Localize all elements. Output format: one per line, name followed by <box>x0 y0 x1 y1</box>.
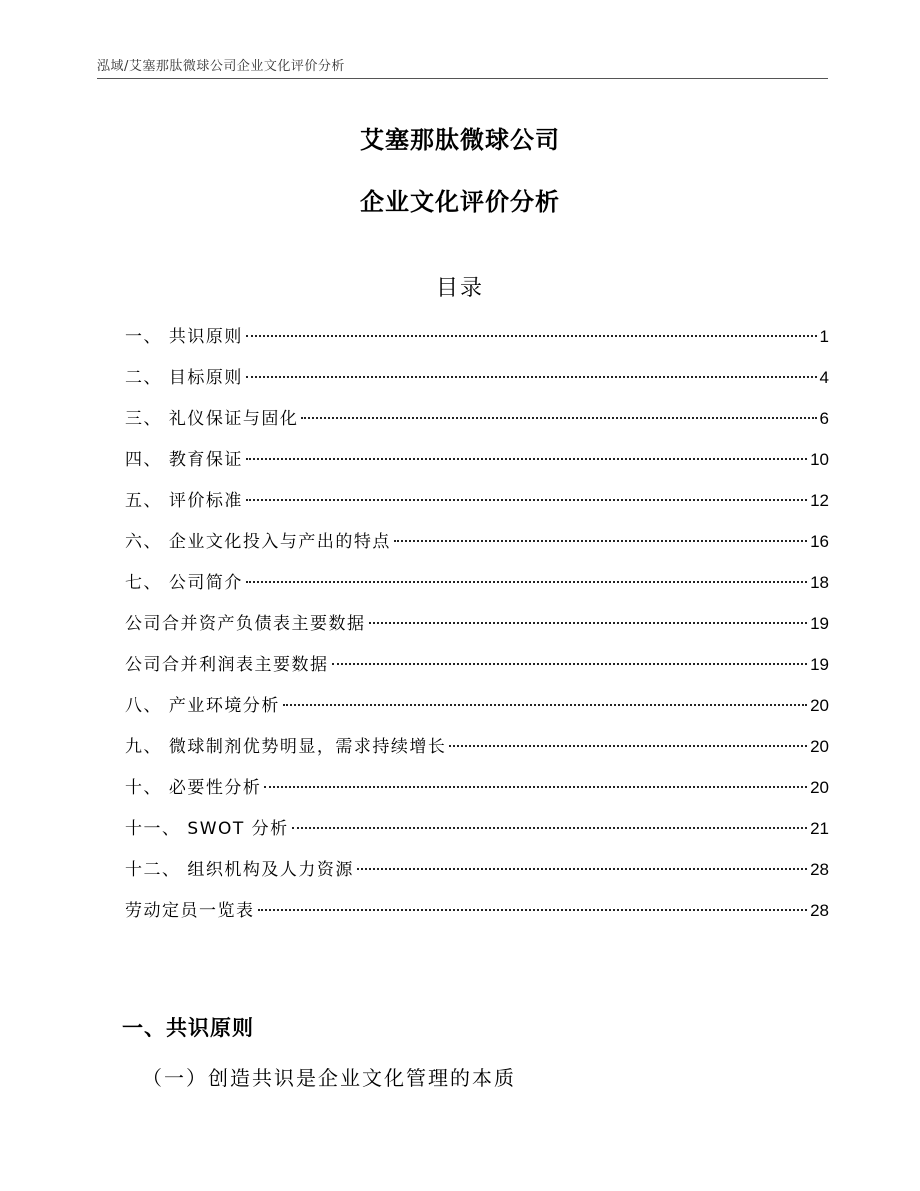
table-of-contents <box>125 322 829 937</box>
toc-entry-label: 二、 目标原则 <box>125 368 243 388</box>
toc-entry-page: 18 <box>810 573 829 592</box>
toc-entry-label: 五、 评价标准 <box>125 491 243 511</box>
toc-entry[interactable] <box>125 855 829 896</box>
toc-entry-page: 21 <box>810 819 829 838</box>
toc-entry-page: 4 <box>819 368 829 387</box>
toc-entry[interactable] <box>125 363 829 404</box>
toc-entry[interactable] <box>125 486 829 527</box>
toc-entry-label: 三、 礼仪保证与固化 <box>125 409 299 429</box>
toc-entry-label: 九、 微球制剂优势明显，需求持续增长 <box>125 737 447 757</box>
toc-heading: 目录 <box>435 276 484 301</box>
toc-entry-page: 19 <box>810 655 829 674</box>
toc-leader-dots <box>394 540 807 542</box>
toc-entry-page: 19 <box>810 614 829 633</box>
toc-entry-page: 20 <box>810 778 829 797</box>
toc-entry-page: 16 <box>810 532 829 551</box>
toc-leader-dots <box>258 909 808 911</box>
document-title-line2: 企业文化评价分析 <box>360 188 560 216</box>
toc-leader-dots <box>449 745 807 747</box>
toc-entry-label: 十一、 SWOT 分析 <box>125 819 289 839</box>
toc-entry[interactable] <box>125 322 829 363</box>
toc-entry-label: 劳动定员一览表 <box>125 901 255 921</box>
toc-leader-dots <box>357 868 807 870</box>
toc-leader-dots <box>301 417 816 419</box>
toc-entry[interactable] <box>125 732 829 773</box>
section-heading: 一、共识原则 <box>122 1016 254 1040</box>
toc-entry-label: 六、 企业文化投入与产出的特点 <box>125 532 391 552</box>
toc-leader-dots <box>246 376 817 378</box>
toc-leader-dots <box>332 663 808 665</box>
toc-leader-dots <box>246 581 807 583</box>
toc-entry-page: 10 <box>810 450 829 469</box>
toc-entry-label: 一、 共识原则 <box>125 327 243 347</box>
toc-leader-dots <box>246 499 807 501</box>
toc-leader-dots <box>264 786 807 788</box>
toc-entry[interactable] <box>125 404 829 445</box>
toc-entry[interactable] <box>125 650 829 691</box>
toc-leader-dots <box>292 827 807 829</box>
toc-entry-label: 七、 公司简介 <box>125 573 243 593</box>
toc-leader-dots <box>369 622 808 624</box>
toc-entry-page: 28 <box>810 860 829 879</box>
toc-entry-page: 20 <box>810 696 829 715</box>
toc-entry[interactable] <box>125 527 829 568</box>
toc-entry-page: 1 <box>819 327 829 346</box>
document-title-line1: 艾塞那肽微球公司 <box>360 126 560 154</box>
header-divider <box>97 78 828 79</box>
toc-entry[interactable] <box>125 445 829 486</box>
toc-entry-label: 公司合并资产负债表主要数据 <box>125 614 366 634</box>
toc-leader-dots <box>283 704 807 706</box>
toc-entry[interactable] <box>125 814 829 855</box>
toc-entry-label: 十、 必要性分析 <box>125 778 262 798</box>
toc-entry-label: 八、 产业环境分析 <box>125 696 280 716</box>
toc-entry-page: 6 <box>819 409 829 428</box>
toc-entry-page: 12 <box>810 491 829 510</box>
toc-leader-dots <box>246 458 807 460</box>
toc-entry[interactable] <box>125 896 829 937</box>
toc-entry-page: 20 <box>810 737 829 756</box>
toc-leader-dots <box>246 335 817 337</box>
toc-entry[interactable] <box>125 568 829 609</box>
toc-entry-label: 十二、 组织机构及人力资源 <box>125 860 354 880</box>
running-header: 泓域/艾塞那肽微球公司企业文化评价分析 <box>97 59 345 74</box>
toc-entry[interactable] <box>125 691 829 732</box>
toc-entry-label: 公司合并利润表主要数据 <box>125 655 329 675</box>
subsection-heading: （一）创造共识是企业文化管理的本质 <box>142 1066 516 1090</box>
toc-entry[interactable] <box>125 773 829 814</box>
toc-entry-label: 四、 教育保证 <box>125 450 243 470</box>
toc-entry[interactable] <box>125 609 829 650</box>
toc-entry-page: 28 <box>810 901 829 920</box>
